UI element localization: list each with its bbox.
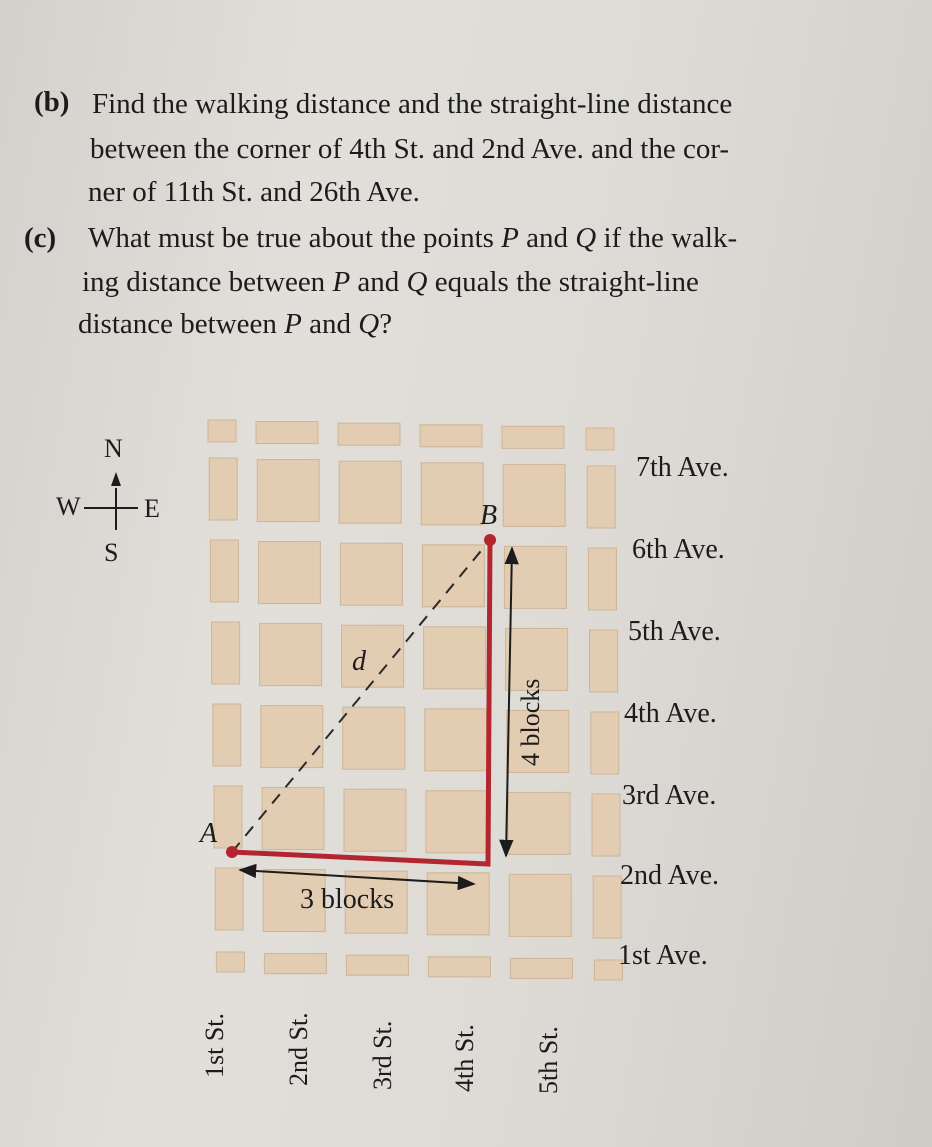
problem-c-line-2: ing distance between P and Q equals the straight-line [82, 266, 699, 298]
street-label-4th: 4th St. [450, 1024, 479, 1092]
city-block [591, 712, 619, 774]
problem-c-line-1: What must be true about the points P and Q if the walk- [88, 222, 738, 254]
city-block [264, 954, 326, 974]
city-block [424, 627, 486, 689]
city-block [344, 789, 406, 851]
city-block [586, 428, 614, 450]
city-block [504, 546, 566, 608]
city-block [212, 622, 240, 684]
point-a-dot [226, 846, 238, 858]
city-block [215, 868, 243, 930]
city-block [216, 952, 244, 972]
city-block [587, 466, 615, 528]
city-block [503, 464, 565, 526]
avenue-label-2nd: 2nd Ave. [620, 860, 720, 891]
three-blocks-label: 3 blocks [300, 884, 395, 915]
avenue-label-6th: 6th Ave. [632, 534, 725, 565]
city-block [426, 791, 488, 853]
city-block [590, 630, 618, 692]
compass-icon [84, 472, 138, 530]
city-block [214, 786, 242, 848]
problem-b-line-3: ner of 11th St. and 26th Ave. [88, 176, 420, 208]
city-block [343, 707, 405, 769]
city-block [262, 788, 324, 850]
distance-d-label: d [352, 646, 366, 677]
compass-east: E [144, 494, 160, 523]
city-block [510, 958, 572, 978]
avenue-label-1st: 1st Ave. [618, 940, 708, 971]
compass-south: S [104, 538, 119, 567]
compass-west: W [56, 492, 81, 521]
problem-b-line-1: Find the walking distance and the straight-line distance [92, 88, 733, 120]
city-block [260, 624, 322, 686]
avenue-label-7th: 7th Ave. [636, 452, 729, 483]
avenue-label-5th: 5th Ave. [628, 616, 721, 647]
four-blocks-label: 4 blocks [516, 678, 545, 766]
city-block [509, 874, 571, 936]
city-block [256, 422, 318, 444]
point-b-dot [484, 534, 496, 546]
city-block [421, 463, 483, 525]
compass-north: N [104, 434, 123, 463]
point-a-label: A [200, 818, 218, 849]
city-block [422, 545, 484, 607]
city-block [258, 542, 320, 604]
city-block [588, 548, 616, 610]
city-block [593, 876, 621, 938]
city-block [502, 426, 564, 448]
city-block [340, 543, 402, 605]
street-label-1st: 1st St. [200, 1012, 229, 1078]
problem-b-line-2: between the corner of 4th St. and 2nd Ave. and the cor- [90, 133, 730, 165]
city-block [425, 709, 487, 771]
city-block [338, 423, 400, 445]
problem-c-line-3: distance between P and Q? [78, 308, 393, 340]
street-label-5th: 5th St. [534, 1026, 563, 1094]
street-label-3rd: 3rd St. [368, 1020, 397, 1090]
problem-b-label: (b) [34, 86, 70, 118]
city-block [210, 540, 238, 602]
city-block [213, 704, 241, 766]
city-block [257, 460, 319, 522]
avenue-label-3rd: 3rd Ave. [622, 780, 717, 811]
city-block [261, 706, 323, 768]
avenue-label-4th: 4th Ave. [624, 698, 717, 729]
point-b-label: B [480, 500, 498, 531]
city-block [208, 420, 236, 442]
street-label-2nd: 2nd St. [284, 1012, 313, 1086]
problem-c-label: (c) [24, 222, 57, 254]
city-block [592, 794, 620, 856]
city-block [420, 425, 482, 447]
city-block [508, 792, 570, 854]
city-blocks [208, 420, 622, 980]
city-block [346, 955, 408, 975]
city-block [339, 461, 401, 523]
city-block [209, 458, 237, 520]
city-block [428, 957, 490, 977]
